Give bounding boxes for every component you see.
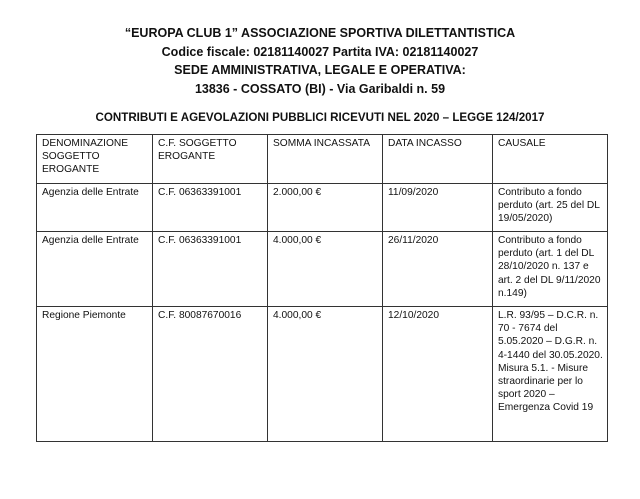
cell-data: 12/10/2020 (383, 307, 493, 442)
organization-name: “EUROPA CLUB 1” ASSOCIAZIONE SPORTIVA DILETTANTISTICA (124, 26, 516, 40)
cell-somma: 2.000,00 € (268, 184, 383, 232)
cell-causale: Contributo a fondo perduto (art. 1 del DL 28/10/2020 n. 137 e art. 2 del DL 9/11/2020 n.149) (493, 232, 608, 307)
column-header-cf: C.F. SOGGETTO EROGANTE (153, 135, 268, 184)
cell-somma: 4.000,00 € (268, 232, 383, 307)
office-address: 13836 - COSSATO (BI) - Via Garibaldi n. 59 (194, 81, 446, 96)
cell-data: 26/11/2020 (383, 232, 493, 307)
table-row (37, 184, 608, 232)
table-header-row (37, 135, 608, 184)
cell-denominazione: Agenzia delle Entrate (37, 232, 153, 307)
cell-cf: C.F. 06363391001 (153, 232, 268, 307)
cell-somma: 4.000,00 € (268, 307, 383, 442)
cell-causale: Contributo a fondo perduto (art. 25 del DL 19/05/2020) (493, 184, 608, 232)
column-header-causale: CAUSALE (493, 135, 608, 184)
table-row (37, 232, 608, 307)
document-title: CONTRIBUTI E AGEVOLAZIONI PUBBLICI RICEVUTI NEL 2020 – LEGGE 124/2017 (95, 111, 545, 124)
tax-codes: Codice fiscale: 02181140027 Partita IVA: 02181140027 (161, 44, 479, 59)
table-row (37, 307, 608, 442)
cell-data: 11/09/2020 (383, 184, 493, 232)
cell-causale: L.R. 93/95 – D.C.R. n. 70 - 7674 del 5.05.2020 – D.G.R. n. 4-1440 del 30.05.2020. Misura 5.1. - Misure straordinarie per lo sport 2020 – Emergenza Covid 19 (493, 307, 608, 442)
column-header-somma: SOMMA INCASSATA (268, 135, 383, 184)
organization-header (0, 24, 640, 98)
office-label: SEDE AMMINISTRATIVA, LEGALE E OPERATIVA: (174, 63, 466, 77)
cell-denominazione: Regione Piemonte (37, 307, 153, 442)
contributions-table (36, 134, 608, 442)
column-header-data: DATA INCASSO (383, 135, 493, 184)
column-header-denominazione: DENOMINAZIONE SOGGETTO EROGANTE (37, 135, 153, 184)
cell-cf: C.F. 80087670016 (153, 307, 268, 442)
cell-cf: C.F. 06363391001 (153, 184, 268, 232)
cell-denominazione: Agenzia delle Entrate (37, 184, 153, 232)
